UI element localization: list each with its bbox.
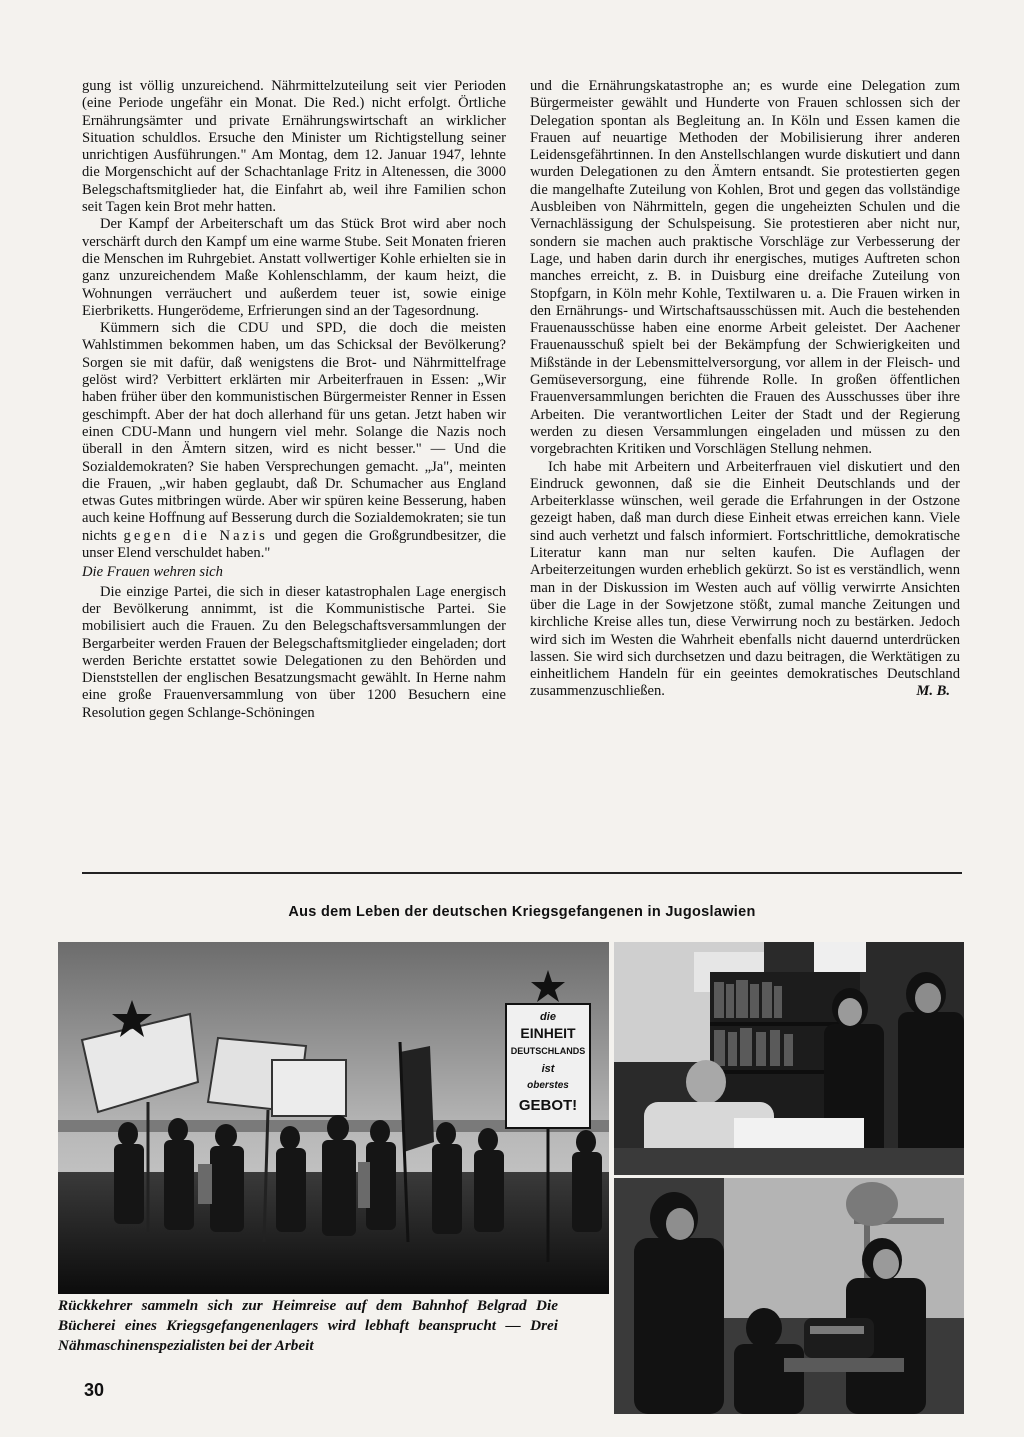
emphasized-text: gegen die Nazis	[123, 527, 268, 544]
photo-camp-library	[614, 942, 964, 1175]
photo-sewing-image	[614, 1178, 964, 1414]
paragraph	[530, 459, 960, 701]
section-subheading: Die Frauen wehren sich	[82, 564, 223, 581]
sign-line: die	[540, 1011, 556, 1023]
author-signature: M. B.	[916, 683, 950, 700]
sign-line: DEUTSCHLANDS	[510, 1046, 586, 1056]
paragraph: Die einzige Partei, die sich in dieser katastrophalen Lage energisch der Bevölkerung annimmt, ist die Kommunistische Partei. Sie mobilisiert auch die Frauen. Zu den Belegschaftsversammlungen der Bergarbeiter werden Frauen der Belegschaftsmitglieder eingeladen; dort werden Berichte erstattet sowie Delegationen zu den Behörden und Dienststellen der englischen Besatzungsmacht gewählt. In Herne nahm eine große Frauenversammlung von über 1200 Besuchern eine Resolution gegen Schlange-Schöningen	[82, 583, 506, 721]
paragraph-text: und gegen die Großgrundbesitzer, die unser Elend verschuldet haben."	[82, 527, 506, 562]
paragraph-text: Kümmern sich die CDU und SPD, die doch die meisten Wahlstimmen bekommen haben, um das Schicksal der Bevölkerung? Sorgen sie mit dafür, daß wenigstens die Brot- und Nährmittelfrage gelöst wird? Verbittert erklärten mir Arbeiterfrauen in Essen: „Wir haben früher über den kommunistischen Bürgermeister Renner in Essen geschimpft. Aber der hat doch allerhand für uns getan. Jetzt haben wir einen CDU-Mann und hungern viel mehr. Solange die Nazis noch überall in den Ämtern sitzen, wird es nicht besser." — Und die Sozialdemokraten? Sie haben Versprechungen gemacht. „Ja", meinten die Frauen, „wir haben geglaubt, daß Dr. Schumacher aus England etwas Gutes mitbringen würde. Aber wir spüren keine Besserung, haben auch keine Hoffnung auf Besserung durch die Sozialdemokraten; sie tun nichts	[82, 320, 506, 544]
sign-line: GEBOT!	[518, 1097, 578, 1114]
paragraph: gung ist völlig unzureichend. Nährmittelzuteilung seit vier Perioden (eine Periode ungefähr ein Monat. Die Red.) nicht erfolgt. Örtliche Ernährungsämter und private Ernährungswirtschaft an wirklicher Situation schuldlos. Ersuche den Minister um Richtigstellung seiner unrichtigen Ausführungen." Am Montag, dem 12. Januar 1947, lehnte die Morgenschicht auf der Schachtanlage Fritz in Altenessen, die 3000 Belegschaftsmitglieder hat, die Einfahrt ab, weil ihre Familien schon seit Tagen kein Brot mehr hatten.	[82, 78, 506, 216]
paragraph	[82, 320, 506, 562]
paragraph: und die Ernährungskatastrophe an; es wurde eine Delegation zum Bürgermeister gewählt und Hunderte von Frauen schlossen sich der Delegation spontan als Begleitung an. In Köln und Essen kamen die Frauen auf neuartige Methoden der Mobilisierung ihrer anderen Leidensgefährtinnen. In den Anstellschlangen wurde diskutiert und dann wurden Delegationen zu den Ämtern entsandt. Sie protestierten gegen die mangelhafte Zuteilung von Kohlen, Brot und gegen das vollständige Ausbleiben von Nährmitteln, gegen die ungeheizten Schulen und die Vernachlässigung der Schulspeisung. Sie protestieren aber nicht nur, sondern sie machen auch praktische Vorschläge zur Verbesserung der Lage, und haben darin durch ihr energisches, mutiges Auftreten schon manches erreicht, z. B. in Duisburg eine dreifache Zuteilung von Stopfgarn, in Köln mehr Kohle, Textilwaren u. a. Die Frauen wirken in den Ernährungs- und Wirtschaftsausschüssen mit. Auch die bestehenden Frauenausschüsse haben eine enorme Arbeit geleistet. Der Aachener Frauenausschuß spielt bei der Bekämpfung der Schwierigkeiten und Mißstände in der Lebensmittelversorgung, vor allem in der Fleisch- und Gemüseversorgung, eine führende Rolle. In großen öffentlichen Frauenversammlungen berichten die Frauen des Ausschusses über ihre Arbeiten. Die verantwortlichen Leiter der Stadt und der Regierung werden zu diesen Versammlungen eingeladen und müssen zu den vorgebrachten Kritiken und Vorschlägen Stellung nehmen.	[530, 78, 960, 458]
page-number: 30	[84, 1380, 105, 1400]
photo-library-image	[614, 942, 964, 1175]
photo-section-title: Aus dem Leben der deutschen Kriegsgefangenen in Jugoslawien	[288, 904, 756, 920]
article-column-left	[82, 78, 506, 722]
photo-returnees-image	[58, 942, 609, 1294]
photo-sewing-specialists	[614, 1178, 964, 1414]
sign-line: EINHEIT	[520, 1025, 576, 1041]
article-column-right	[530, 78, 960, 701]
section-divider	[82, 872, 962, 874]
photo-returnees-belgrade	[58, 942, 609, 1294]
photo-caption: Rückkehrer sammeln sich zur Heimreise auf dem Bahnhof Belgrad Die Bücherei eines Kriegsgefangenenlagers wird lebhaft beansprucht — Drei Nähmaschinenspezialisten bei der Arbeit	[58, 1297, 558, 1354]
paragraph: Der Kampf der Arbeiterschaft um das Stück Brot wird aber noch verschärft durch den Kampf um eine warme Stube. Seit Monaten frieren die Menschen im Ruhrgebiet. Anstatt vollwertiger Kohle erhielten sie in ganz unzureichendem Maße Kohlenschlamm, der kaum heizt, die Wohnungen verräuchert und außerdem teuer ist, sowie einige Eierbriketts. Hungerödeme, Erfrierungen sind an der Tagesordnung.	[82, 216, 506, 319]
sign-line: oberstes	[527, 1080, 569, 1091]
paragraph-text: Ich habe mit Arbeitern und Arbeiterfrauen viel diskutiert und den Eindruck gewonnen, daß sie die Einheit Deutschlands und der Arbeiterklasse wünschen, weil gerade die Erfahrungen in der Ostzone gezeigt haben, daß man durch diese Einheit etwas erreichen kann. Viele sind auch verhetzt und falsch informiert. Fortschrittliche, demokratische Literatur kann man nur selten kaufen. Die Auflagen der Arbeiterzeitungen wurden erheblich gekürzt. So ist es verständlich, wenn man in der Diskussion im Westen auch auf völlig verwirrte Ansichten über die Lage in der Sowjetzone stößt, zumal manche Zeitungen und kirchliche Kreise alles tun, diese Verwirrung noch zu bestärken. Jedoch wird sich im Westen die Wahrheit ebenfalls nicht dauernd unterdrücken lassen. Sie wird sich durchsetzen und dazu beitragen, die Werktätigen zu einheitlichem Handeln für ein geeintes demokratisches Deutschland zusammenzuschließen.	[530, 458, 960, 700]
sign-line: ist	[541, 1063, 555, 1075]
